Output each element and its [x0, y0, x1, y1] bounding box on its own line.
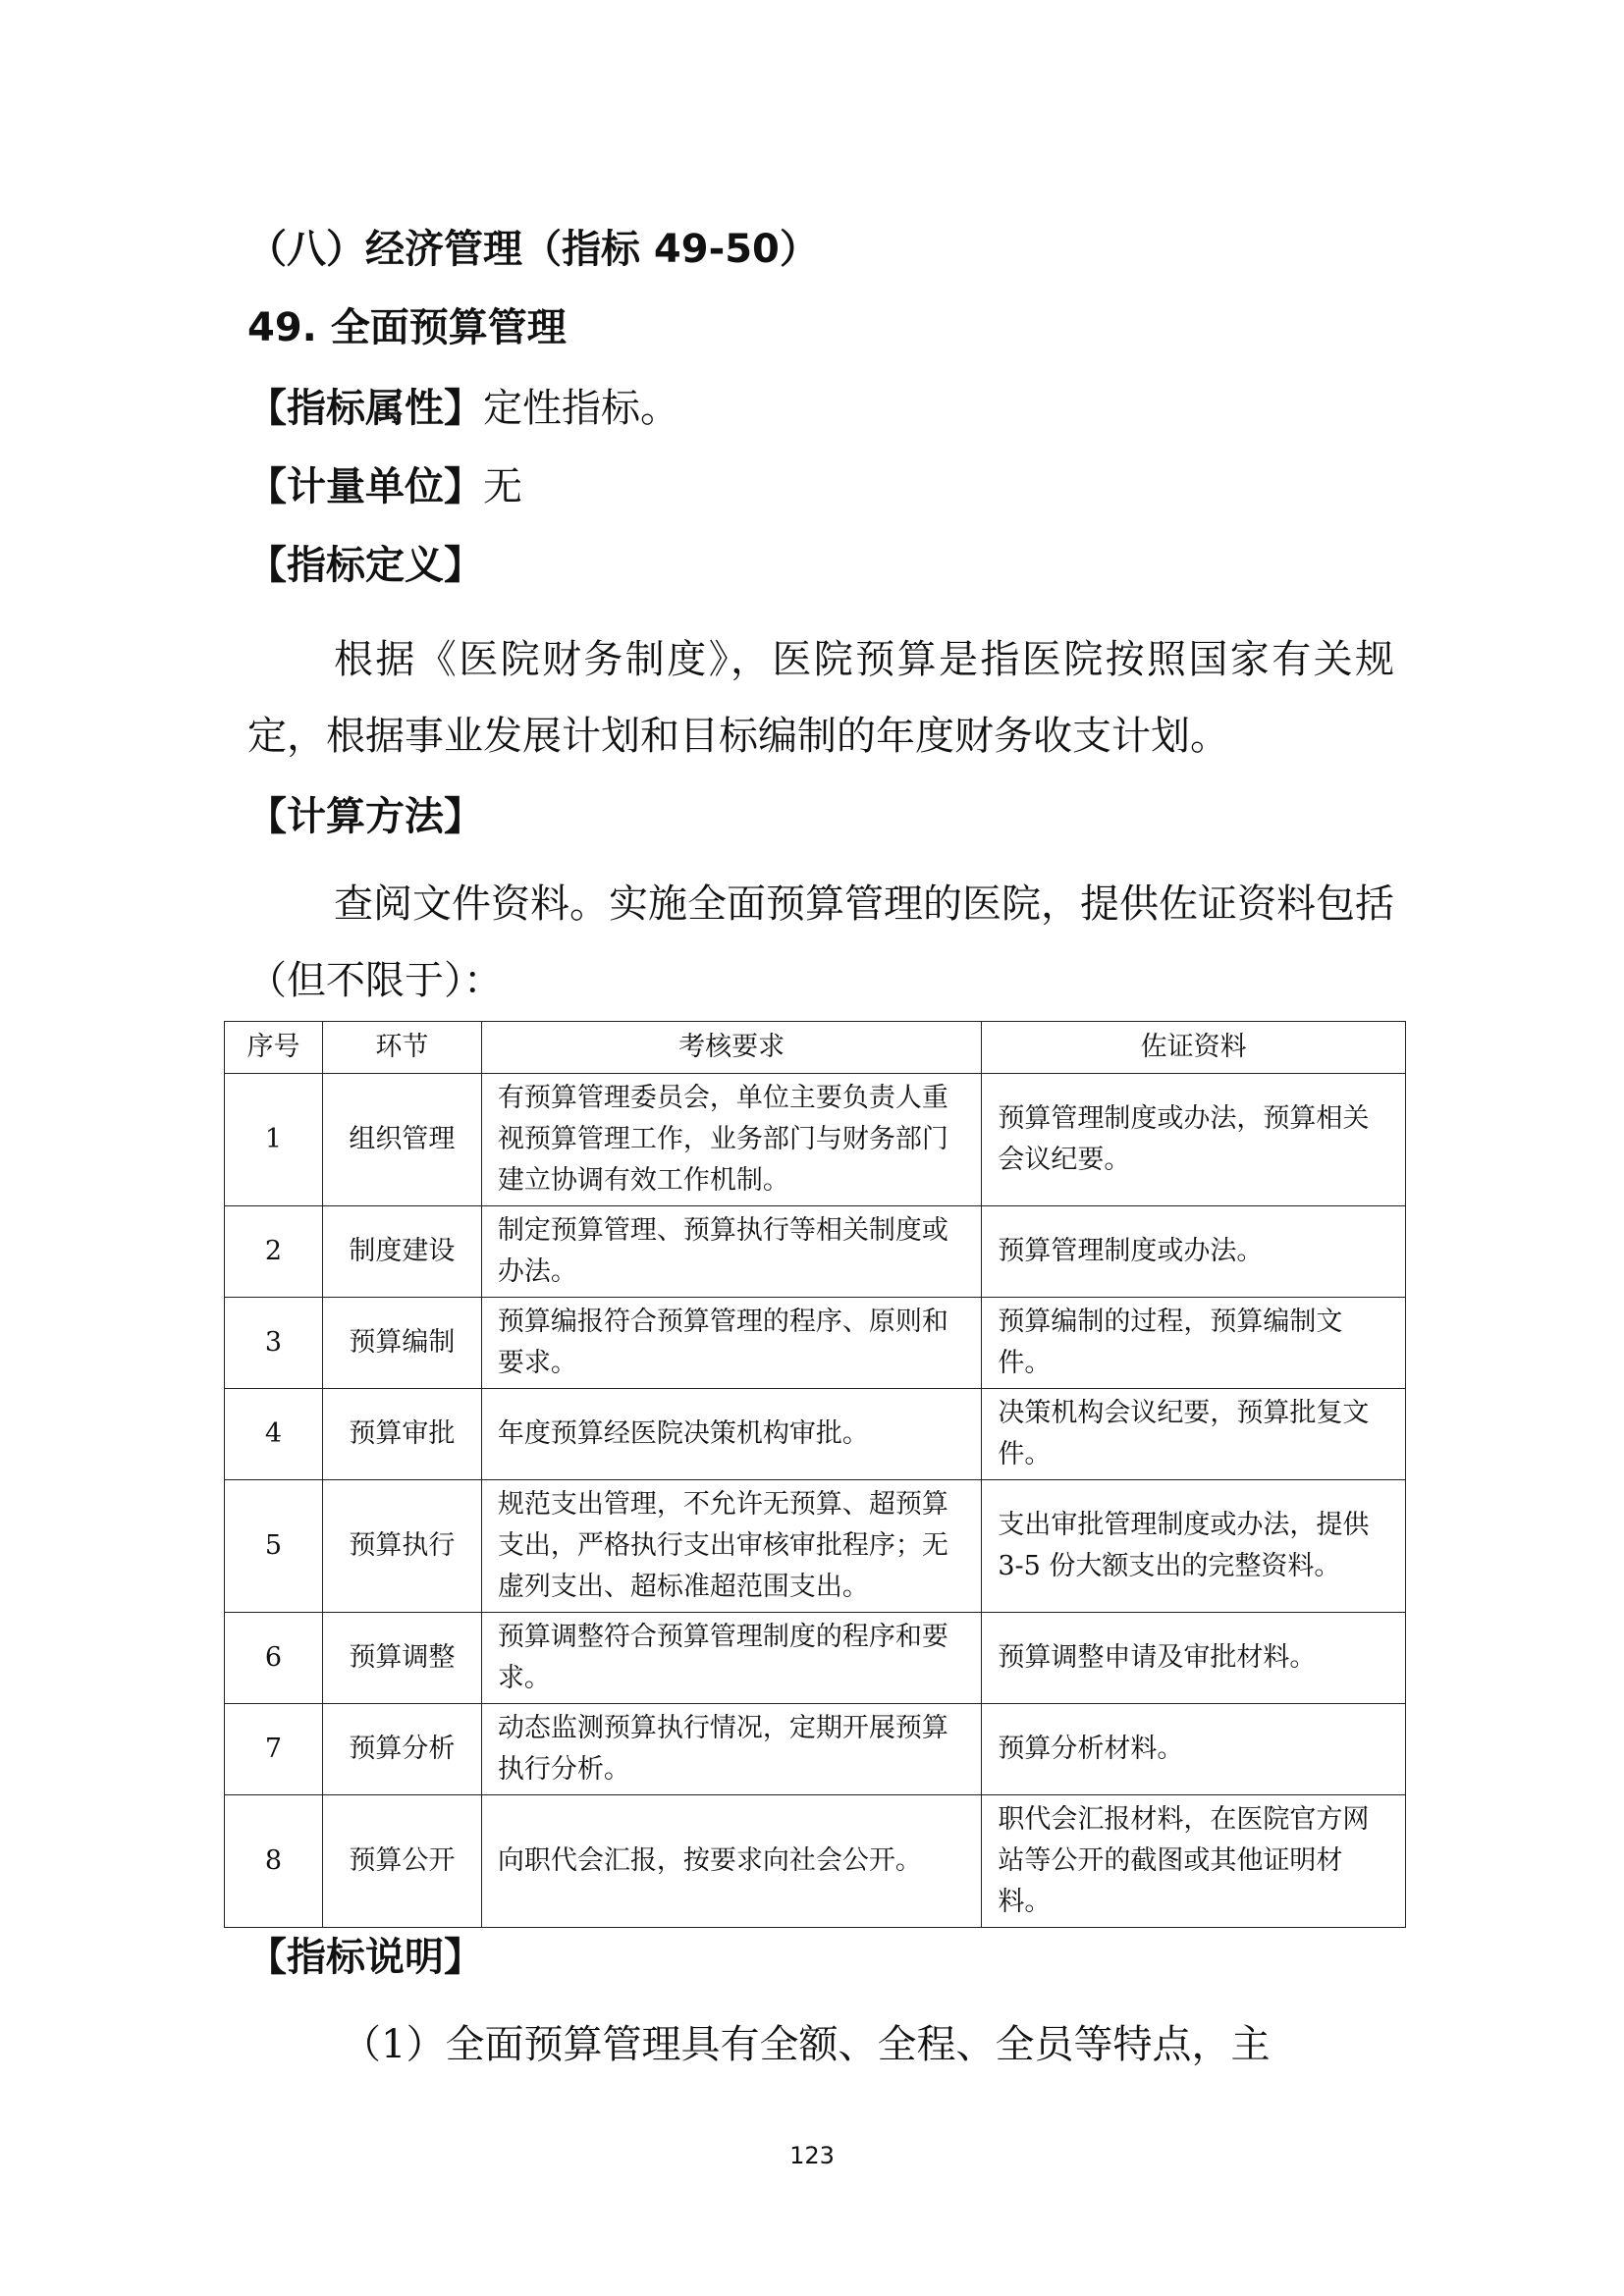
- cell-requirement: 预算编报符合预算管理的程序、原则和要求。: [481, 1298, 982, 1389]
- header-evidence: 佐证资料: [982, 1022, 1406, 1074]
- table-row: [225, 1704, 1406, 1795]
- cell-evidence: 职代会汇报材料，在医院官方网站等公开的截图或其他证明材料。: [982, 1795, 1406, 1928]
- definition-heading: [247, 534, 483, 590]
- cell-no: 1: [225, 1074, 323, 1206]
- table-row: [225, 1795, 1406, 1928]
- cell-no: 3: [225, 1298, 323, 1389]
- cell-requirement: 预算调整符合预算管理制度的程序和要求。: [481, 1613, 982, 1704]
- item-title: 49. 全面预算管理: [247, 305, 567, 350]
- cell-stage: 组织管理: [322, 1074, 481, 1206]
- header-no: 序号: [225, 1022, 323, 1074]
- header-requirement: 考核要求: [481, 1022, 982, 1074]
- cell-stage: 预算分析: [322, 1704, 481, 1795]
- attribute-row: [247, 377, 679, 433]
- cell-evidence: 预算编制的过程，预算编制文件。: [982, 1298, 1406, 1389]
- table-row: [225, 1074, 1406, 1206]
- cell-requirement: 向职代会汇报，按要求向社会公开。: [481, 1795, 982, 1928]
- cell-stage: 预算审批: [322, 1389, 481, 1480]
- cell-evidence: 预算管理制度或办法，预算相关会议纪要。: [982, 1074, 1406, 1206]
- evidence-table: [224, 1021, 1406, 1928]
- table-row: [225, 1480, 1406, 1613]
- explanation-label: 【指标说明】: [247, 1935, 483, 1980]
- header-stage: 环节: [322, 1022, 481, 1074]
- cell-stage: 预算调整: [322, 1613, 481, 1704]
- cell-requirement: 动态监测预算执行情况，定期开展预算执行分析。: [481, 1704, 982, 1795]
- cell-no: 5: [225, 1480, 323, 1613]
- attribute-value: 定性指标。: [483, 386, 679, 431]
- explanation-heading: [247, 1926, 483, 1982]
- table-header-row: [225, 1022, 1406, 1074]
- cell-no: 4: [225, 1389, 323, 1480]
- page-number: 123: [789, 2142, 835, 2169]
- attribute-label: 【指标属性】: [247, 386, 483, 431]
- cell-evidence: 决策机构会议纪要，预算批复文件。: [982, 1389, 1406, 1480]
- cell-evidence: 支出审批管理制度或办法，提供3-5 份大额支出的完整资料。: [982, 1480, 1406, 1613]
- cell-requirement: 规范支出管理，不允许无预算、超预算支出，严格执行支出审核审批程序；无虚列支出、超标准超范围支出。: [481, 1480, 982, 1613]
- cell-evidence: 预算分析材料。: [982, 1704, 1406, 1795]
- cell-evidence: 预算调整申请及审批材料。: [982, 1613, 1406, 1704]
- cell-evidence: 预算管理制度或办法。: [982, 1206, 1406, 1298]
- unit-label: 【计量单位】: [247, 464, 483, 509]
- section-heading: （八）经济管理（指标 49-50）: [247, 227, 819, 272]
- table-row: [225, 1206, 1406, 1298]
- cell-stage: 制度建设: [322, 1206, 481, 1298]
- cell-no: 6: [225, 1613, 323, 1704]
- unit-value: 无: [483, 464, 522, 509]
- cell-requirement: 有预算管理委员会，单位主要负责人重视预算管理工作，业务部门与财务部门建立协调有效工作机制。: [481, 1074, 982, 1206]
- method-label: 【计算方法】: [247, 794, 483, 839]
- table-row: [225, 1389, 1406, 1480]
- cell-stage: 预算执行: [322, 1480, 481, 1613]
- cell-requirement: 年度预算经医院决策机构审批。: [481, 1389, 982, 1480]
- cell-no: 8: [225, 1795, 323, 1928]
- definition-text: 根据《医院财务制度》，医院预算是指医院按照国家有关规定，根据事业发展计划和目标编制的年度财务收支计划。: [247, 637, 1394, 759]
- table-row: [225, 1613, 1406, 1704]
- definition-label: 【指标定义】: [247, 543, 483, 588]
- cell-stage: 预算公开: [322, 1795, 481, 1928]
- method-text: 查阅文件资料。实施全面预算管理的医院，提供佐证资料包括（但不限于）：: [247, 881, 1394, 1003]
- method-heading: [247, 785, 483, 841]
- cell-stage: 预算编制: [322, 1298, 481, 1389]
- explanation-text: （1）全面预算管理具有全额、全程、全员等特点，主: [342, 2022, 1271, 2067]
- unit-row: [247, 455, 522, 511]
- cell-requirement: 制定预算管理、预算执行等相关制度或办法。: [481, 1206, 982, 1298]
- cell-no: 2: [225, 1206, 323, 1298]
- cell-no: 7: [225, 1704, 323, 1795]
- table-row: [225, 1298, 1406, 1389]
